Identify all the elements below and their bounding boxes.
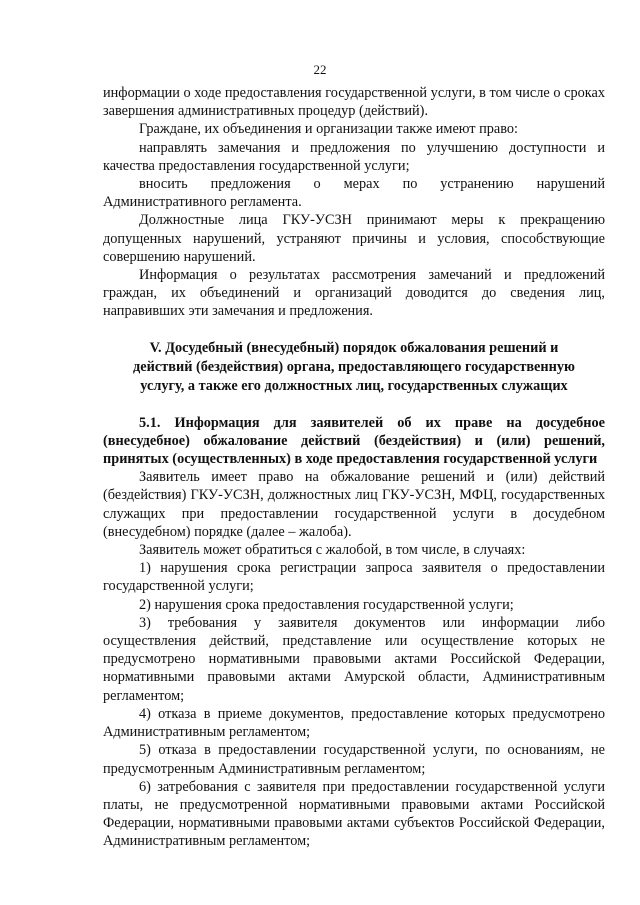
page-number: 22 [313, 62, 327, 77]
paragraph: направлять замечания и предложения по улучшению доступности и качества предоставления государственной услуги; [103, 139, 605, 174]
list-item: 5) отказа в предоставлении государственной услуги, по основаниям, не предусмотренным Административным регламентом; [103, 742, 605, 777]
paragraph: Информация о результатах рассмотрения замечаний и предложений граждан, их объединений и организаций доводится до сведения лиц, направивших эти замечания и предложения. [103, 267, 605, 320]
list-item: 4) отказа в приеме документов, предоставление которых предусмотрено Административным регламентом; [103, 705, 605, 741]
section-title: V. Досудебный (внесудебный) порядок обжалования решений и действий (бездействия) органа, предоставляющего государственную услугу, а также его должностных лиц, государственных служащих [133, 339, 575, 394]
paragraph: Заявитель имеет право на обжалование решений и (или) действий (бездействия) ГКУ-УСЗН, должностных лиц ГКУ-УСЗН, МФЦ, государственных служащих при предоставлении государственной услуги в досудебном (внесудебном) порядке (далее – жалоба). [103, 469, 605, 540]
list-item: 6) затребования с заявителя при предоставлении государственной услуги платы, не предусмотренной нормативными правовыми актами Российской Федерации, нормативными правовыми актами субъектов Российской Федерации, Административным регламентом; [103, 778, 605, 850]
list-item: 2) нарушения срока предоставления государственной услуги; [139, 596, 514, 613]
paragraph: Граждане, их объединения и организации также имеют право: [139, 121, 519, 138]
subsection-title: 5.1. Информация для заявителей об их праве на досудебное (внесудебное) обжалование действий (бездействия) и (или) решений, принятых (осуществленных) в ходе предоставления государственной услуги [103, 414, 605, 468]
paragraph: вносить предложения о мерах по устранению нарушений Административного регламента. [103, 176, 605, 211]
list-item: 3) требования у заявителя документов или информации либо осуществления действий, представление или осуществление которых не предусмотрено нормативными правовыми актами Российской Федерации, нормативными правовыми актами Амурской области, Административным регламентом; [103, 614, 605, 704]
list-item: 1) нарушения срока регистрации запроса заявителя о предоставлении государственной услуги; [103, 560, 605, 595]
document-body [103, 84, 605, 851]
paragraph: Должностные лица ГКУ-УСЗН принимают меры к прекращению допущенных нарушений, устраняют причины и условия, способствующие совершению нарушений. [103, 212, 605, 265]
paragraph: Заявитель может обратиться с жалобой, в том числе, в случаях: [139, 542, 526, 559]
paragraph: информации о ходе предоставления государственной услуги, в том числе о сроках завершения административных процедур (действий). [103, 85, 605, 120]
